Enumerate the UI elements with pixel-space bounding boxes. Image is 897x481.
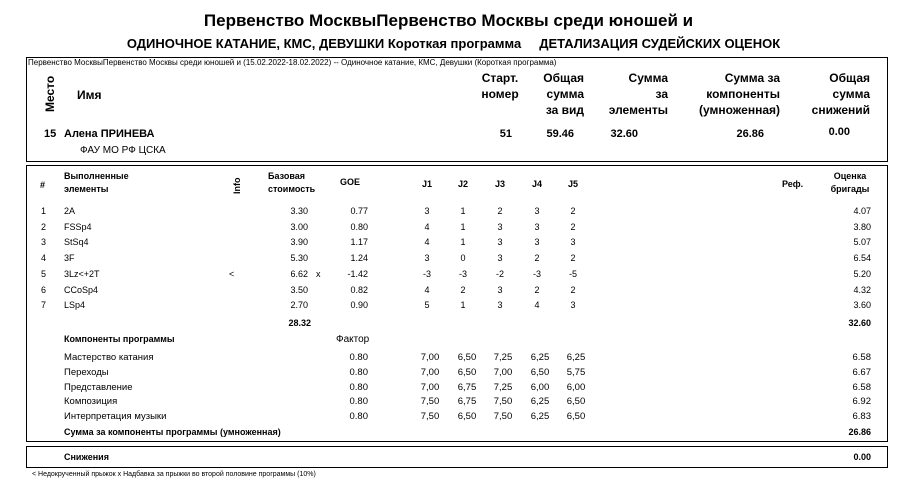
element-judge-score: -2	[495, 268, 504, 279]
component-judge-score: 7,00	[420, 381, 440, 393]
element-goe: 0.90	[350, 300, 368, 311]
start-number-header: Старт. номер	[481, 71, 519, 101]
components-sum-header: Сумма за компоненты (умноженная)	[699, 71, 780, 117]
element-base: 5.30	[290, 253, 308, 264]
component-judge-score: 7,25	[493, 352, 513, 363]
element-judge-score: 3	[497, 237, 503, 248]
component-judge-score: 6,25	[530, 352, 550, 363]
components-header: Компоненты программы	[64, 334, 175, 344]
factor-header: Фактор	[336, 334, 370, 345]
element-name: 2A	[64, 206, 76, 216]
component-judge-score: 6,50	[457, 366, 477, 378]
element-judge-score: -3	[422, 268, 431, 279]
elements-total: 32.60	[848, 318, 871, 328]
element-judge-score: 0	[460, 253, 466, 264]
elements-sum-header: Сумма за элементы	[608, 71, 668, 117]
subtitle-event: ОДИНОЧНОЕ КАТАНИЕ, КМС, ДЕВУШКИ Короткая программа	[126, 36, 522, 51]
j4-header: J4	[531, 179, 542, 189]
component-judge-score: 7,50	[493, 411, 513, 423]
element-judge-score: 4	[534, 300, 540, 311]
components-sum: 26.86	[736, 128, 764, 140]
page-title: Первенство МосквыПервенство Москвы среди юношей и	[203, 11, 694, 30]
deductions-label: Снижения	[64, 452, 109, 462]
element-judge-score: 1	[460, 206, 466, 216]
component-score: 6.83	[852, 411, 871, 423]
element-num: 2	[41, 221, 47, 232]
deductions-header: Общая сумма снижений	[811, 71, 870, 117]
elements-base-total: 28.32	[288, 318, 311, 328]
footnote: < Недокрученный прыжок x Надбавка за прыжки во второй половине программы (10%)	[32, 471, 316, 478]
component-factor: 0.80	[349, 381, 368, 393]
num-header: #	[40, 180, 46, 190]
element-judge-score: 2	[534, 253, 540, 264]
element-base: 3.30	[290, 206, 308, 216]
element-judge-score: 4	[424, 221, 430, 232]
component-judge-score: 7,50	[420, 396, 440, 408]
components-total-label: Сумма за компоненты программы (умноженная)	[64, 427, 281, 437]
element-base: 2.70	[290, 300, 308, 311]
component-judge-score: 6,50	[530, 366, 550, 378]
element-goe: 0.82	[350, 284, 368, 295]
component-score: 6.92	[852, 396, 871, 408]
element-panel-score: 4.32	[853, 284, 871, 295]
j2-header: J2	[457, 179, 468, 189]
element-judge-score: 1	[460, 300, 466, 311]
element-num: 5	[41, 268, 47, 279]
component-judge-score: 6,50	[566, 396, 586, 408]
component-score: 6.67	[852, 366, 871, 378]
element-judge-score: 1	[460, 221, 466, 232]
element-judge-score: 2	[570, 221, 576, 232]
component-judge-score: 7,00	[493, 366, 513, 378]
panel-header: Оценка бригады	[830, 171, 870, 194]
component-judge-score: 6,75	[457, 381, 477, 393]
element-goe: -1.42	[347, 268, 368, 279]
component-judge-score: 6,25	[566, 352, 586, 363]
total-score: 59.46	[546, 128, 574, 140]
component-factor: 0.80	[349, 366, 368, 378]
skater-club: ФАУ МО РФ ЦСКА	[80, 145, 166, 156]
component-judge-score: 7,50	[493, 396, 513, 408]
element-judge-score: 3	[497, 253, 503, 264]
element-goe: 0.80	[350, 221, 368, 232]
element-name: LSp4	[64, 300, 86, 311]
base-header: Базовая стоимость	[268, 171, 316, 194]
element-judge-score: 2	[570, 284, 576, 295]
component-factor: 0.80	[349, 352, 368, 363]
element-name: FSSp4	[64, 221, 92, 232]
element-judge-score: 3	[497, 284, 503, 295]
component-judge-score: 6,00	[530, 381, 550, 393]
component-judge-score: 6,00	[566, 381, 586, 393]
element-judge-score: 2	[497, 206, 503, 216]
ref-header: Реф.	[782, 179, 804, 189]
element-judge-score: 5	[424, 300, 430, 311]
element-info: <	[229, 268, 235, 279]
component-judge-score: 6,50	[457, 352, 477, 363]
element-panel-score: 5.20	[853, 268, 871, 279]
subtitle-report: ДЕТАЛИЗАЦИЯ СУДЕЙСКИХ ОЦЕНОК	[539, 36, 781, 51]
element-name: 3F	[64, 253, 75, 264]
element-base: 6.62	[290, 268, 308, 279]
element-judge-score: 3	[424, 206, 430, 216]
place-header: Место	[43, 75, 57, 112]
element-panel-score: 4.07	[853, 206, 871, 216]
component-score: 6.58	[852, 352, 871, 363]
goe-header: GOE	[340, 177, 361, 187]
element-goe: 1.17	[350, 237, 368, 248]
component-judge-score: 6,25	[530, 411, 550, 423]
deductions-box	[26, 446, 888, 468]
element-x-mark: x	[316, 268, 321, 279]
info-header: Info	[232, 177, 242, 194]
element-judge-score: 2	[570, 253, 576, 264]
total-score-header: Общая сумма за вид	[543, 71, 584, 117]
element-panel-score: 6.54	[853, 253, 871, 264]
element-goe: 1.24	[350, 253, 368, 264]
element-goe: 0.77	[350, 206, 368, 216]
element-judge-score: 3	[534, 221, 540, 232]
element-judge-score: 2	[460, 284, 466, 295]
element-judge-score: 3	[497, 221, 503, 232]
start-number: 51	[499, 128, 512, 140]
element-judge-score: 3	[424, 253, 430, 264]
component-name: Переходы	[64, 366, 109, 378]
name-header: Имя	[77, 88, 102, 102]
element-panel-score: 5.07	[853, 237, 871, 248]
element-judge-score: -5	[568, 268, 577, 279]
element-num: 1	[41, 206, 47, 216]
element-base: 3.90	[290, 237, 308, 248]
component-judge-score: 6,50	[566, 411, 586, 423]
element-name: StSq4	[64, 237, 89, 248]
skater-place: 15	[44, 128, 57, 140]
element-judge-score: 4	[424, 237, 430, 248]
component-judge-score: 7,00	[420, 352, 440, 363]
j1-header: J1	[421, 179, 432, 189]
component-name: Представление	[64, 381, 133, 393]
components-total: 26.86	[848, 427, 871, 437]
deductions-total: 0.00	[853, 452, 871, 462]
element-base: 3.50	[290, 284, 308, 295]
element-panel-score: 3.80	[853, 221, 871, 232]
j5-header: J5	[567, 179, 578, 189]
component-name: Интерпретация музыки	[64, 411, 167, 423]
page-subtitle	[0, 36, 897, 51]
skater-name: Алена ПРИНЕВА	[64, 128, 155, 140]
component-judge-score: 7,25	[493, 381, 513, 393]
component-judge-score: 6,50	[457, 411, 477, 423]
component-judge-score: 6,75	[457, 396, 477, 408]
component-score: 6.58	[852, 381, 871, 393]
component-judge-score: 7,00	[420, 366, 440, 378]
element-num: 6	[41, 284, 47, 295]
component-factor: 0.80	[349, 411, 368, 423]
j3-header: J3	[494, 179, 505, 189]
element-judge-score: 2	[534, 284, 540, 295]
element-judge-score: -3	[458, 268, 467, 279]
elements-sum: 32.60	[610, 128, 638, 140]
element-judge-score: 2	[570, 206, 576, 216]
component-judge-score: 6,25	[530, 396, 550, 408]
event-line: Первенство МосквыПервенство Москвы среди юношей и (15.02.2022-18.02.2022) -- Одиночное катание, КМС, Девушки (Короткая программа)	[28, 58, 557, 67]
element-judge-score: 3	[570, 237, 576, 248]
element-header: Выполненные элементы	[64, 171, 129, 194]
element-name: 3Lz<+2T	[64, 268, 100, 279]
component-name: Композиция	[64, 396, 118, 408]
element-num: 3	[41, 237, 47, 248]
deductions-value: 0.00	[828, 126, 850, 138]
element-judge-score: 4	[424, 284, 430, 295]
component-factor: 0.80	[349, 396, 368, 408]
element-num: 7	[41, 300, 47, 311]
element-base: 3.00	[290, 221, 308, 232]
component-judge-score: 5,75	[566, 366, 586, 378]
element-name: CCoSp4	[64, 284, 99, 295]
element-judge-score: 1	[460, 237, 466, 248]
element-judge-score: -3	[532, 268, 541, 279]
element-num: 4	[41, 253, 47, 264]
element-panel-score: 3.60	[853, 300, 871, 311]
element-judge-score: 3	[534, 237, 540, 248]
element-judge-score: 3	[570, 300, 576, 311]
element-judge-score: 3	[534, 206, 540, 216]
component-name: Мастерство катания	[64, 352, 154, 363]
element-judge-score: 3	[497, 300, 503, 311]
component-judge-score: 7,50	[420, 411, 440, 423]
